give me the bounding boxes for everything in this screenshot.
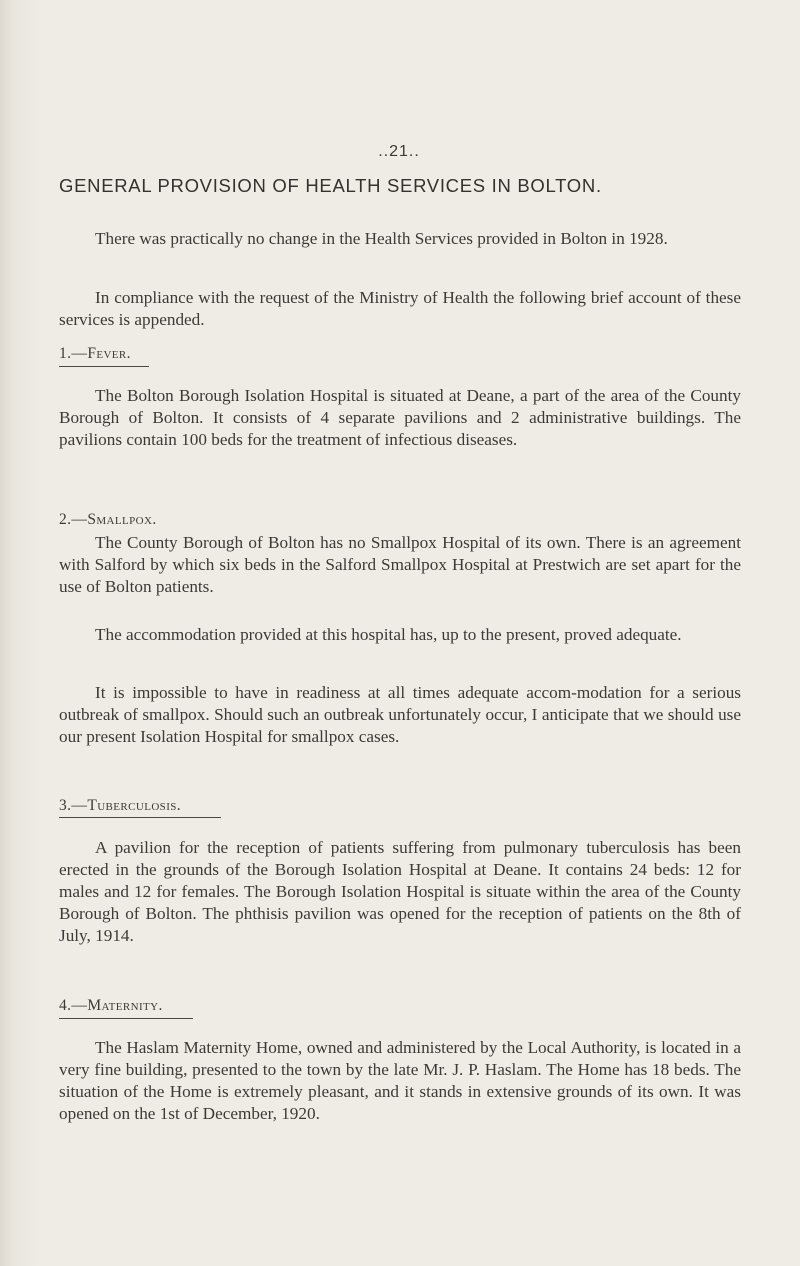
heading-underline <box>59 817 221 818</box>
section-title: Tuberculosis. <box>87 797 182 814</box>
tuberculosis-paragraph-1: A pavilion for the reception of patients suffering from pulmonary tuberculosis has been erected in the grounds of the Borough Isolation Hospital at Deane. It contains 24 beds: 12 for males and 12 for females. The Borough Isolation Hospital is situate within the area of the County Borough of Bolton. The phthisis pavilion was opened for the reception of patients on the 8th of July, 1914. <box>59 838 741 945</box>
intro-paragraph-2: In compliance with the request of the Ministry of Health the following brief account of these services is appended. <box>59 288 741 329</box>
section-number: 1.— <box>59 345 88 362</box>
page-number: ..21.. <box>378 143 420 160</box>
smallpox-paragraph-1: The County Borough of Bolton has no Smallpox Hospital of its own. There is an agreement with Salford by which six beds in the Salford Smallpox Hospital at Prestwich are set apart for the use of Bolton patients. <box>59 533 741 596</box>
section-title: Fever. <box>87 345 131 362</box>
section-heading-maternity <box>59 997 163 1015</box>
heading-underline <box>59 366 149 367</box>
section-title: Maternity. <box>87 997 163 1014</box>
section-heading-tuberculosis <box>59 797 181 815</box>
section-number: 2.— <box>59 511 88 528</box>
section-heading-fever <box>59 345 131 363</box>
page-title: GENERAL PROVISION OF HEALTH SERVICES IN BOLTON. <box>59 175 602 196</box>
maternity-paragraph-1: The Haslam Maternity Home, owned and administered by the Local Authority, is located in a very fine building, presented to the town by the late Mr. J. P. Haslam. The Home has 18 beds. The situation of the Home is extremely pleasant, and it stands in extensive grounds of its own. It was opened on the 1st of December, 1920. <box>59 1038 741 1123</box>
fever-paragraph-1: The Bolton Borough Isolation Hospital is situated at Deane, a part of the area of the County Borough of Bolton. It consists of 4 separate pavilions and 2 administrative buildings. The pavilions contain 100 beds for the treatment of infectious diseases. <box>59 386 741 449</box>
section-title: Smallpox. <box>87 511 157 528</box>
section-number: 3.— <box>59 797 88 814</box>
section-heading-smallpox <box>59 511 157 529</box>
section-number: 4.— <box>59 997 88 1014</box>
smallpox-paragraph-2: The accommodation provided at this hospital has, up to the present, proved adequate. <box>95 625 682 644</box>
heading-underline <box>59 1018 193 1019</box>
smallpox-paragraph-3: It is impossible to have in readiness at all times adequate accom-modation for a serious outbreak of smallpox. Should such an outbreak unfortunately occur, I anticipate that we should use our present Isolation Hospital for smallpox cases. <box>59 683 741 746</box>
intro-paragraph-1: There was practically no change in the Health Services provided in Bolton in 1928. <box>95 229 668 248</box>
